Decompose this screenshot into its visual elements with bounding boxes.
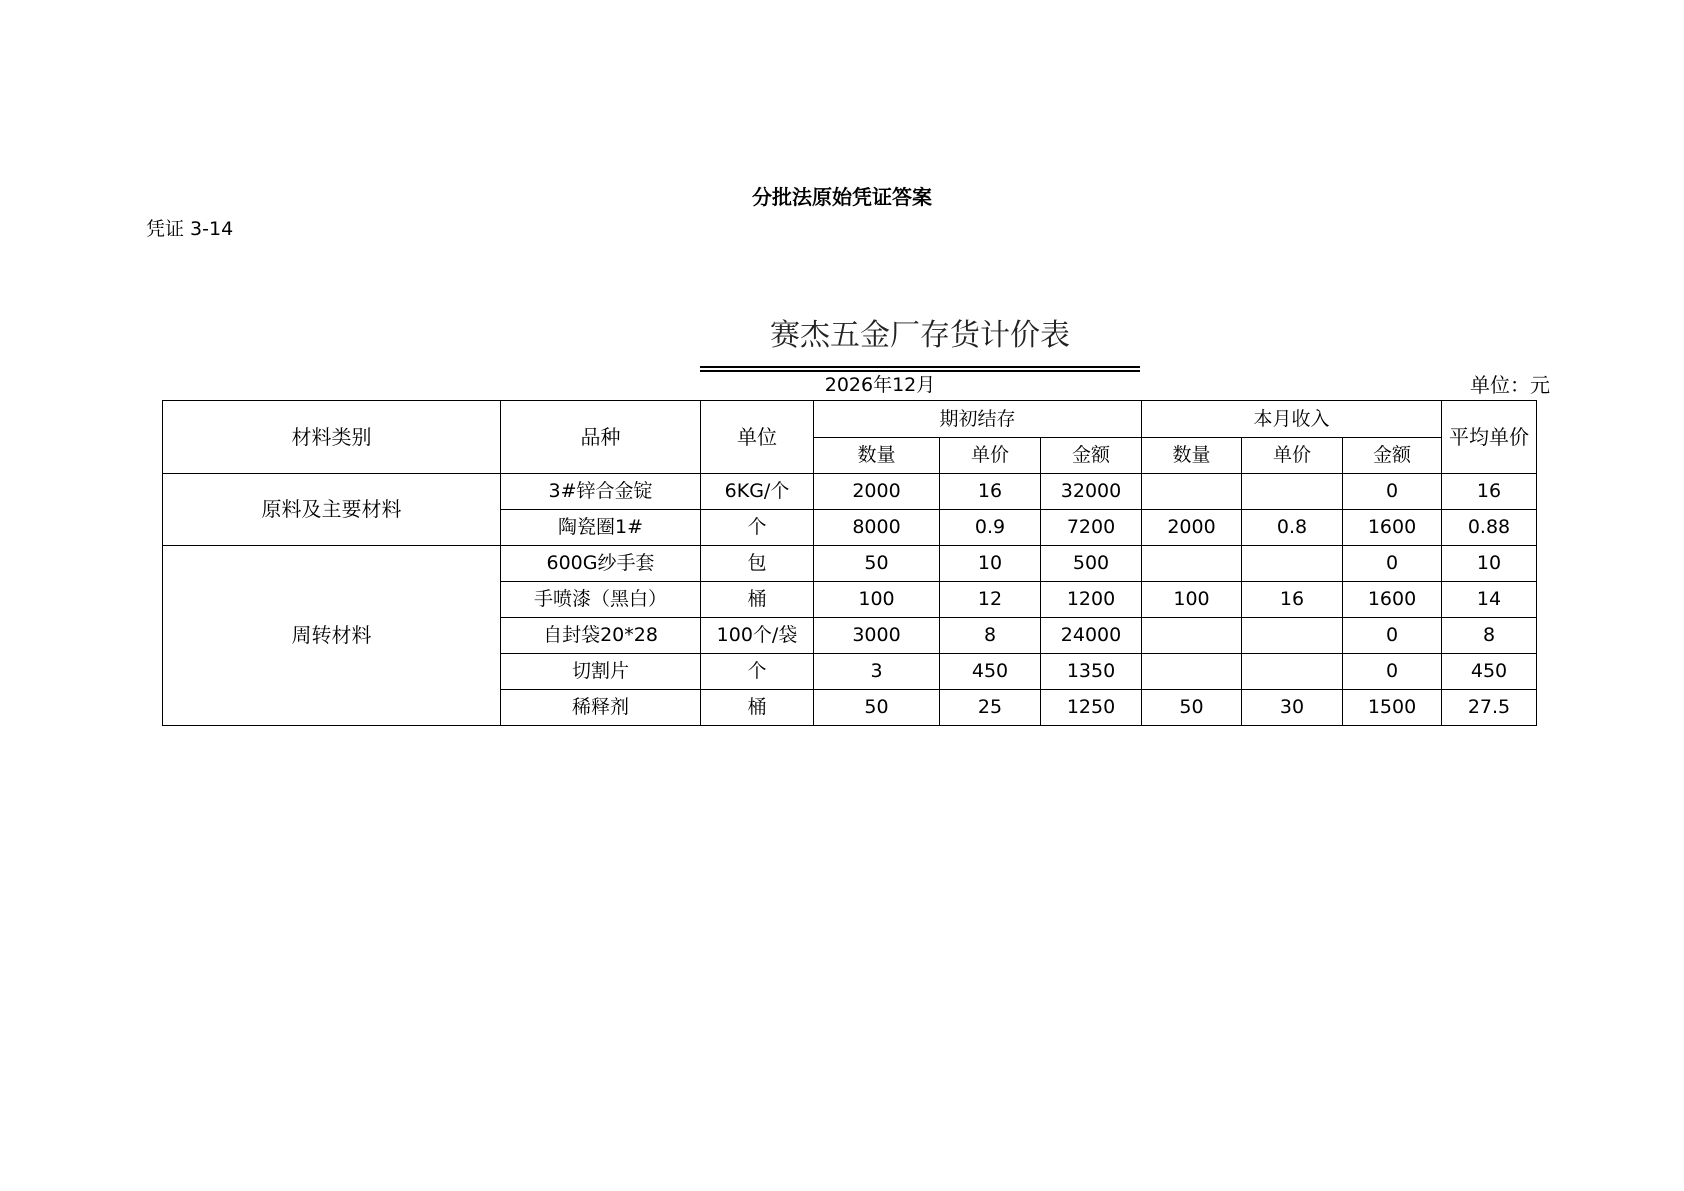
currency-unit-note: 单位：元 xyxy=(1470,373,1550,397)
opening-qty-cell: 100 xyxy=(814,582,940,618)
average-price-cell: 16 xyxy=(1442,474,1537,510)
unit-cell: 桶 xyxy=(701,582,814,618)
opening-qty-cell: 3 xyxy=(814,654,940,690)
opening-qty-cell: 2000 xyxy=(814,474,940,510)
title-underline xyxy=(700,366,1140,368)
receipts-qty-cell xyxy=(1142,546,1242,582)
category-cell: 周转材料 xyxy=(163,546,501,726)
variety-cell: 稀释剂 xyxy=(501,690,701,726)
opening-price-cell: 25 xyxy=(940,690,1041,726)
receipts-amount-cell: 1600 xyxy=(1343,582,1442,618)
voucher-label: 凭证 3-14 xyxy=(146,218,234,240)
receipts-price-cell: 16 xyxy=(1242,582,1343,618)
unit-cell: 100个/袋 xyxy=(701,618,814,654)
header-opening-amount: 金额 xyxy=(1041,438,1142,474)
variety-cell: 自封袋20*28 xyxy=(501,618,701,654)
table-row xyxy=(163,474,1537,510)
sheet-title: 赛杰五金厂存货计价表 xyxy=(770,318,1070,353)
opening-price-cell: 450 xyxy=(940,654,1041,690)
receipts-price-cell: 30 xyxy=(1242,690,1343,726)
opening-amount-cell: 1250 xyxy=(1041,690,1142,726)
receipts-amount-cell: 0 xyxy=(1343,546,1442,582)
opening-amount-cell: 500 xyxy=(1041,546,1142,582)
opening-price-cell: 12 xyxy=(940,582,1041,618)
inventory-valuation-table xyxy=(162,400,1537,726)
header-average-price: 平均单价 xyxy=(1442,401,1537,474)
header-opening-price: 单价 xyxy=(940,438,1041,474)
header-monthly-receipts: 本月收入 xyxy=(1142,401,1442,438)
opening-price-cell: 16 xyxy=(940,474,1041,510)
opening-qty-cell: 3000 xyxy=(814,618,940,654)
receipts-amount-cell: 0 xyxy=(1343,474,1442,510)
opening-qty-cell: 8000 xyxy=(814,510,940,546)
document-heading: 分批法原始凭证答案 xyxy=(752,185,932,209)
receipts-price-cell xyxy=(1242,654,1343,690)
opening-price-cell: 10 xyxy=(940,546,1041,582)
header-receipts-amount: 金额 xyxy=(1343,438,1442,474)
receipts-amount-cell: 0 xyxy=(1343,654,1442,690)
receipts-amount-cell: 1500 xyxy=(1343,690,1442,726)
receipts-qty-cell: 2000 xyxy=(1142,510,1242,546)
receipts-price-cell xyxy=(1242,474,1343,510)
average-price-cell: 0.88 xyxy=(1442,510,1537,546)
header-receipts-qty: 数量 xyxy=(1142,438,1242,474)
unit-cell: 个 xyxy=(701,510,814,546)
unit-cell: 6KG/个 xyxy=(701,474,814,510)
receipts-price-cell xyxy=(1242,546,1343,582)
header-receipts-price: 单价 xyxy=(1242,438,1343,474)
receipts-qty-cell xyxy=(1142,618,1242,654)
unit-cell: 个 xyxy=(701,654,814,690)
table-row xyxy=(163,546,1537,582)
variety-cell: 陶瓷圈1# xyxy=(501,510,701,546)
receipts-qty-cell xyxy=(1142,654,1242,690)
opening-amount-cell: 32000 xyxy=(1041,474,1142,510)
header-category: 材料类别 xyxy=(163,401,501,474)
receipts-amount-cell: 1600 xyxy=(1343,510,1442,546)
unit-cell: 桶 xyxy=(701,690,814,726)
average-price-cell: 14 xyxy=(1442,582,1537,618)
variety-cell: 手喷漆（黑白） xyxy=(501,582,701,618)
opening-amount-cell: 1200 xyxy=(1041,582,1142,618)
receipts-qty-cell xyxy=(1142,474,1242,510)
variety-cell: 600G纱手套 xyxy=(501,546,701,582)
opening-amount-cell: 24000 xyxy=(1041,618,1142,654)
unit-cell: 包 xyxy=(701,546,814,582)
header-opening-balance: 期初结存 xyxy=(814,401,1142,438)
category-cell: 原料及主要材料 xyxy=(163,474,501,546)
receipts-amount-cell: 0 xyxy=(1343,618,1442,654)
opening-qty-cell: 50 xyxy=(814,546,940,582)
period-label: 2026年12月 xyxy=(824,374,936,396)
receipts-qty-cell: 50 xyxy=(1142,690,1242,726)
opening-price-cell: 8 xyxy=(940,618,1041,654)
receipts-price-cell: 0.8 xyxy=(1242,510,1343,546)
average-price-cell: 8 xyxy=(1442,618,1537,654)
opening-qty-cell: 50 xyxy=(814,690,940,726)
receipts-qty-cell: 100 xyxy=(1142,582,1242,618)
header-variety: 品种 xyxy=(501,401,701,474)
variety-cell: 切割片 xyxy=(501,654,701,690)
variety-cell: 3#锌合金锭 xyxy=(501,474,701,510)
average-price-cell: 450 xyxy=(1442,654,1537,690)
header-row-top xyxy=(163,401,1537,438)
receipts-price-cell xyxy=(1242,618,1343,654)
opening-amount-cell: 1350 xyxy=(1041,654,1142,690)
average-price-cell: 27.5 xyxy=(1442,690,1537,726)
average-price-cell: 10 xyxy=(1442,546,1537,582)
opening-amount-cell: 7200 xyxy=(1041,510,1142,546)
opening-price-cell: 0.9 xyxy=(940,510,1041,546)
header-opening-qty: 数量 xyxy=(814,438,940,474)
header-unit: 单位 xyxy=(701,401,814,474)
